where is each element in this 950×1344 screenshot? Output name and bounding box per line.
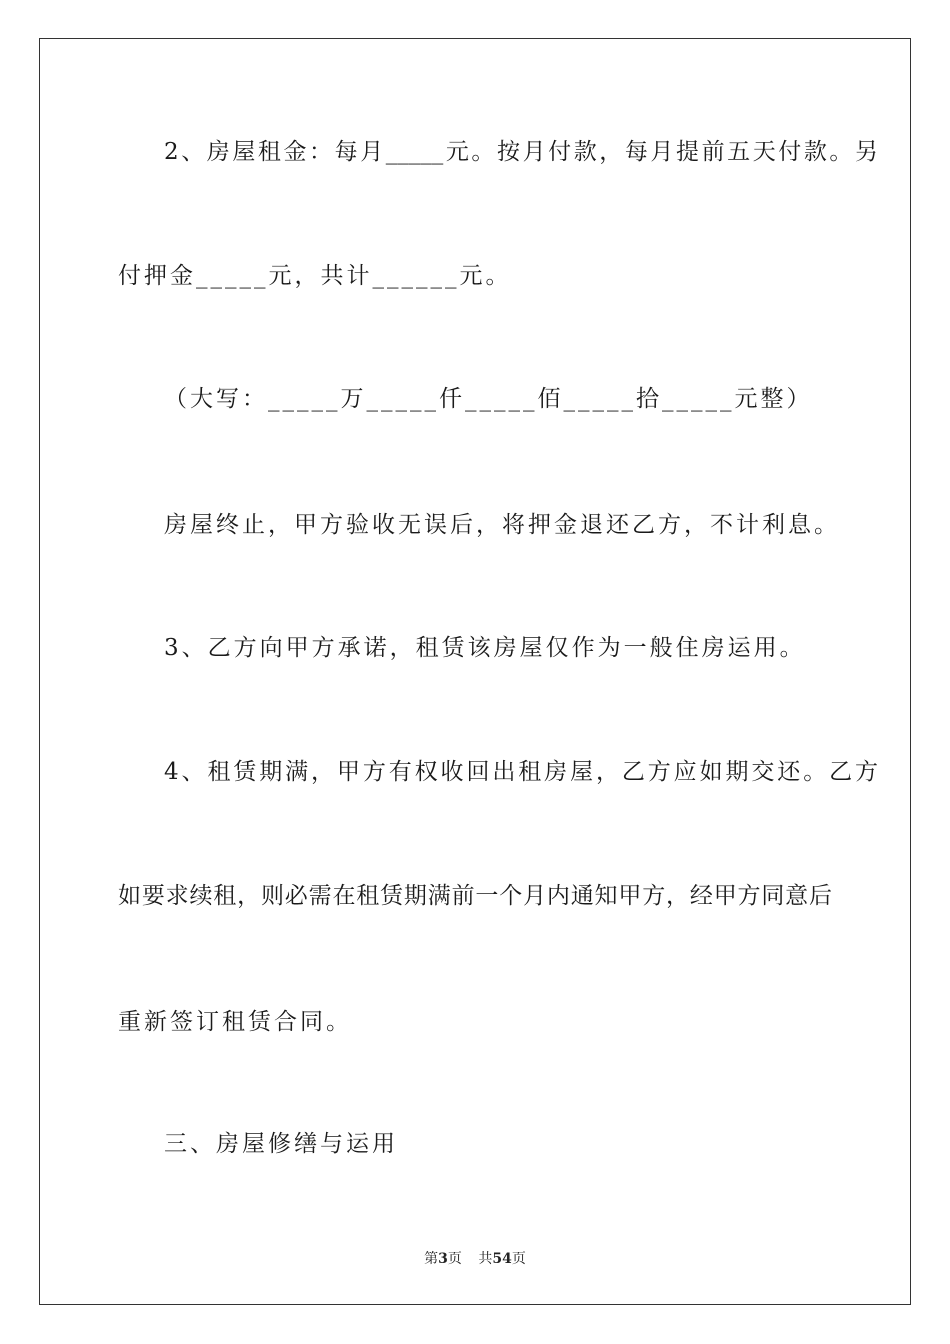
paragraph-deposit-return: 房屋终止，甲方验收无误后，将押金退还乙方，不计利息。 xyxy=(164,512,840,538)
paragraph-rent-line-1: 2、房屋租金：每月_____元。按月付款，每月提前五天付款。另 xyxy=(164,139,878,165)
section-heading-repair: 三、房屋修缮与运用 xyxy=(164,1131,398,1157)
paragraph-clause-4-line-1: 4、租赁期满，甲方有权收回出租房屋，乙方应如期交还。乙方 xyxy=(164,759,878,785)
paragraph-rent-line-2: 付押金_____元，共计______元。 xyxy=(118,263,512,289)
total-suffix: 页 xyxy=(511,1251,526,1267)
total-pages: 54 xyxy=(492,1251,512,1267)
current-page-indicator xyxy=(424,1251,462,1267)
page-number: 3 xyxy=(438,1251,448,1267)
page-frame xyxy=(39,38,911,1305)
total-prefix: 共 xyxy=(478,1251,493,1267)
page-footer xyxy=(0,1248,950,1268)
paragraph-clause-4-line-3: 重新签订租赁合同。 xyxy=(118,1009,352,1035)
page-suffix: 页 xyxy=(447,1251,462,1267)
paragraph-clause-4-line-2: 如要求续租，则必需在租赁期满前一个月内通知甲方，经甲方同意后 xyxy=(118,883,832,909)
total-pages-indicator xyxy=(478,1251,525,1267)
paragraph-clause-3: 3、乙方向甲方承诺，租赁该房屋仅作为一般住房运用。 xyxy=(164,635,806,661)
page-prefix: 第 xyxy=(424,1251,439,1267)
paragraph-amount-in-words: （大写：_____万_____仟_____佰_____拾_____元整） xyxy=(164,386,813,412)
